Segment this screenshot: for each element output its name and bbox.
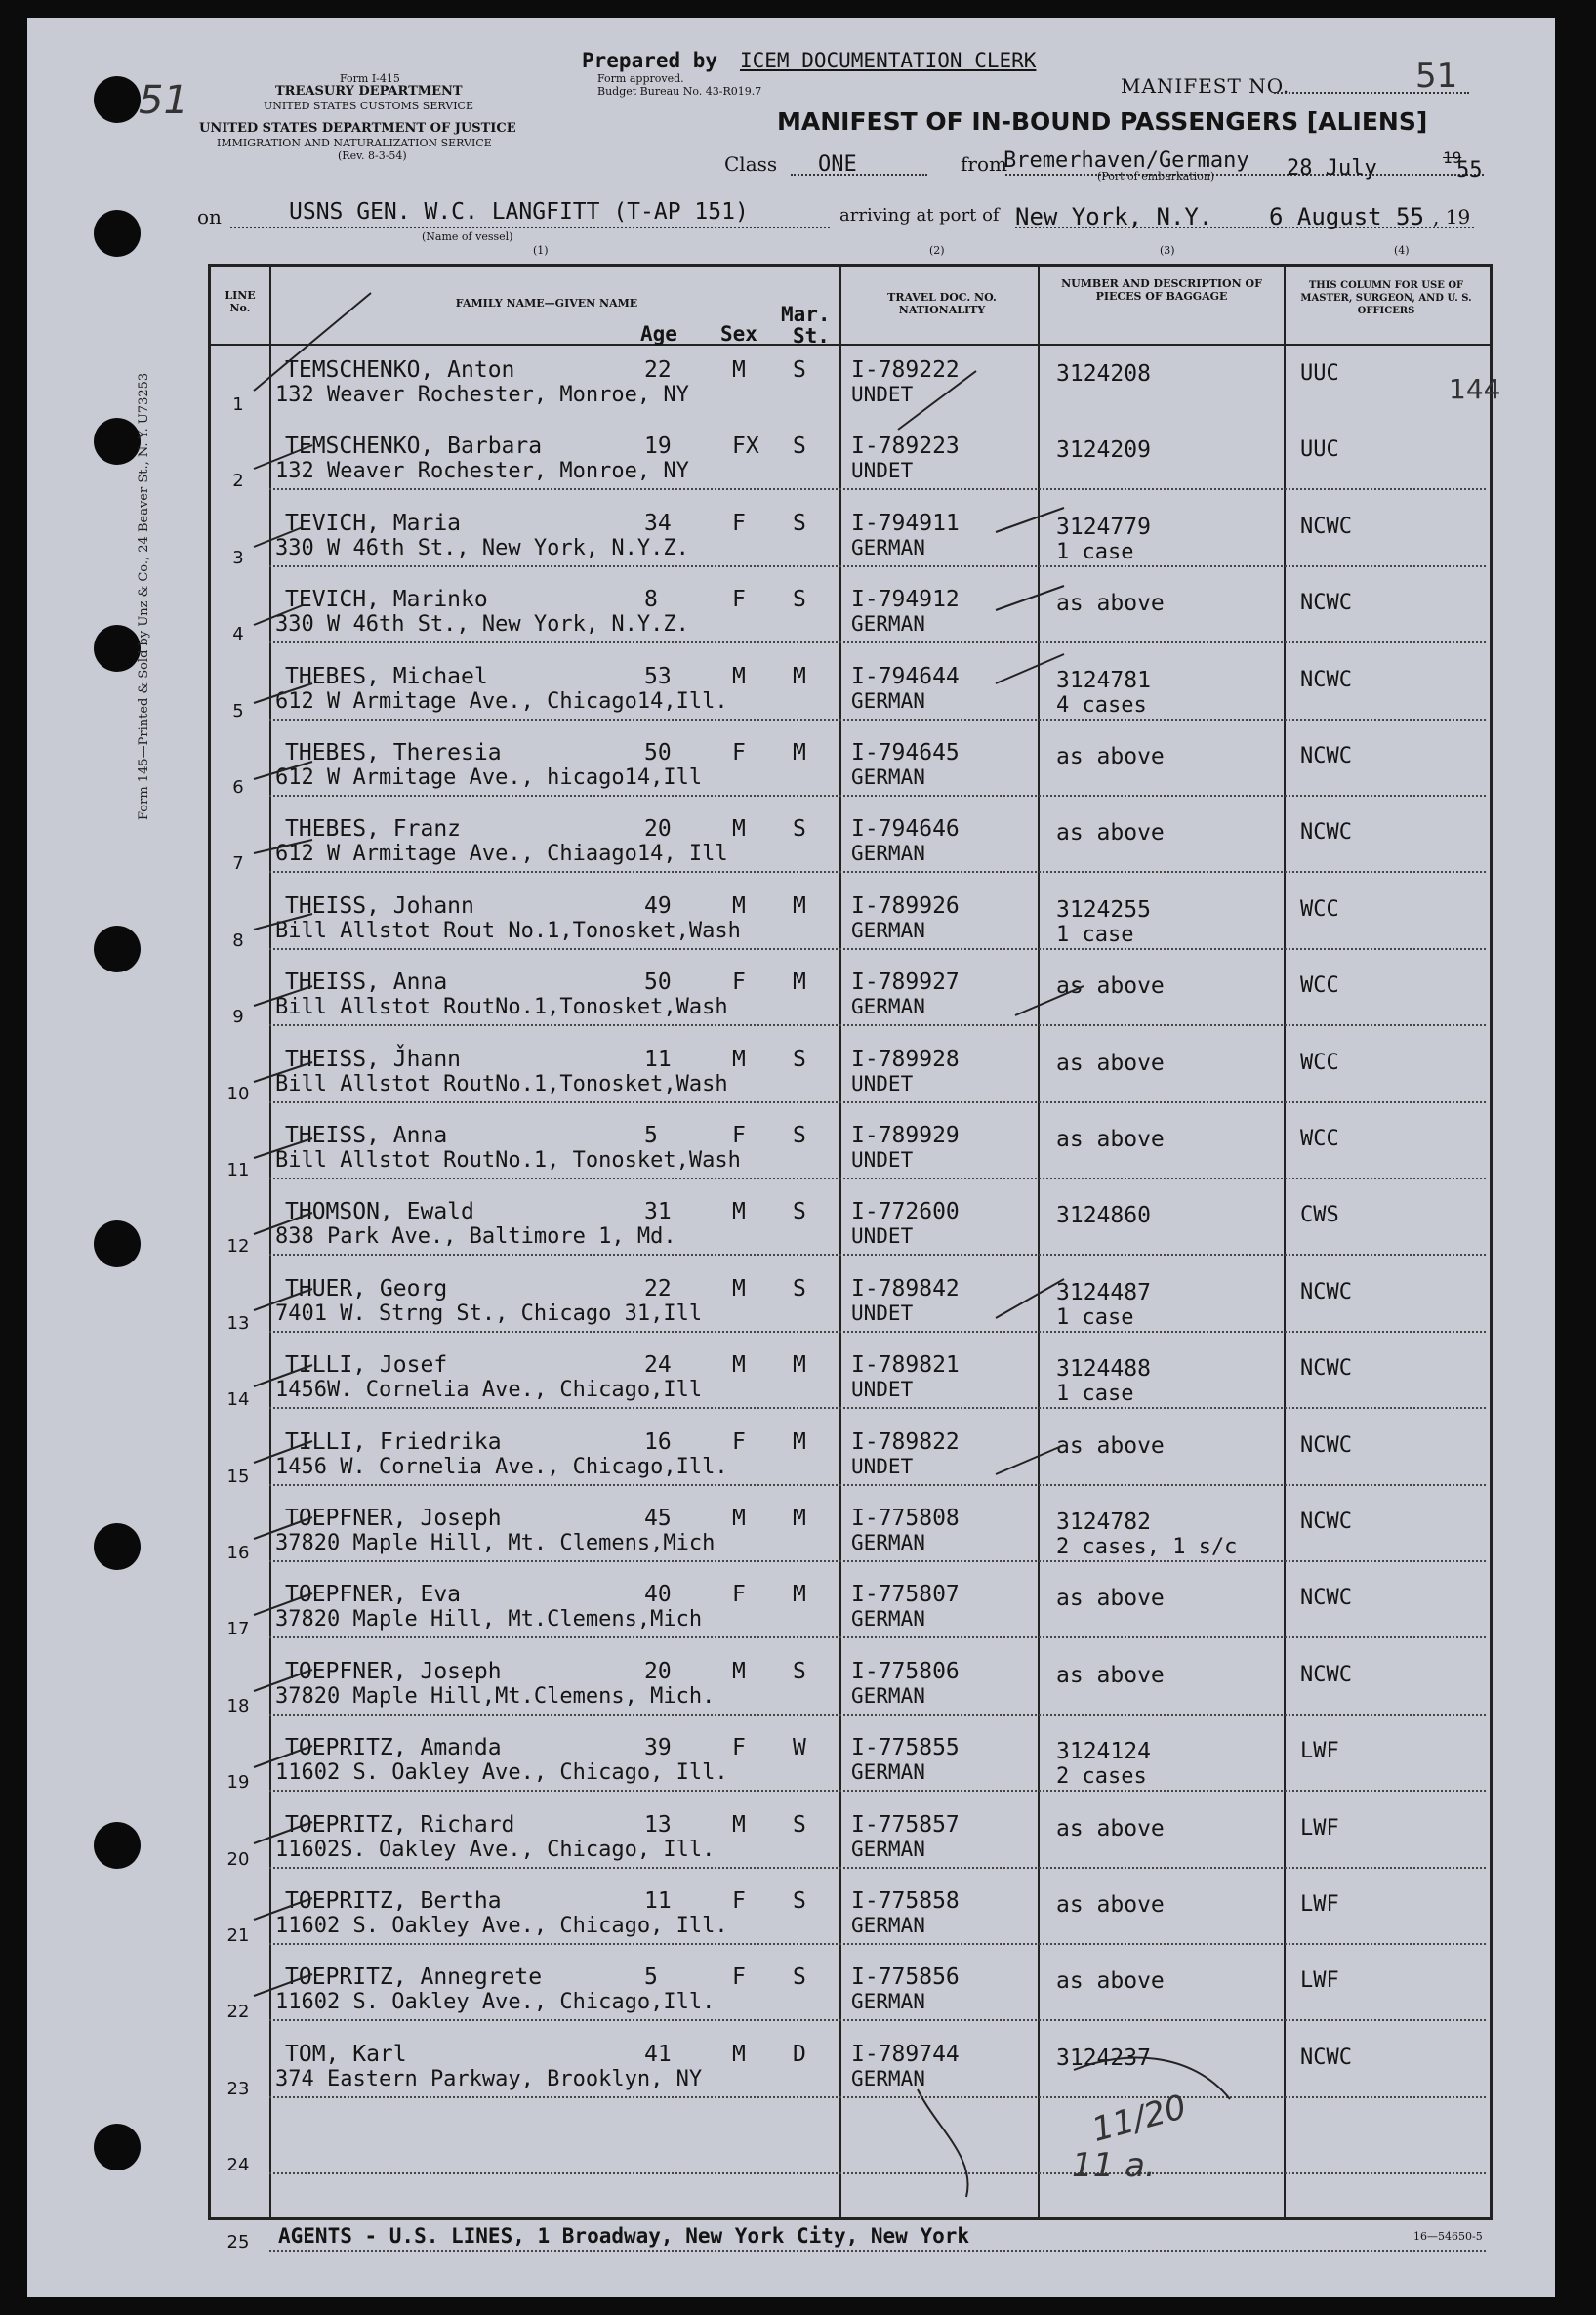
travel-doc-number: I-775808 <box>851 1506 960 1531</box>
passenger-name: TOEPFNER, Eva <box>285 1582 462 1608</box>
passenger-address: 37820 Maple Hill,Mt.Clemens, Mich. <box>275 1683 716 1709</box>
baggage-number: 3124487 <box>1056 1279 1151 1305</box>
passenger-age: 16 <box>644 1428 672 1455</box>
baggage-number: as above <box>1056 1050 1165 1076</box>
passenger-marital-status: M <box>793 1352 806 1379</box>
passenger-age: 19 <box>644 434 672 460</box>
line-number: 12 <box>226 1236 250 1258</box>
passenger-address: 132 Weaver Rochester, Monroe, NY <box>275 459 689 484</box>
baggage-description: 1 case <box>1056 1382 1134 1407</box>
travel-doc-number: I-789744 <box>851 2041 960 2067</box>
nationality: UNDET <box>851 1454 914 1478</box>
manifest-no-value: 51 <box>1415 57 1458 96</box>
travel-doc-number: I-775855 <box>851 1735 960 1761</box>
col-header-family-name: FAMILY NAME—GIVEN NAME <box>455 297 638 310</box>
nationality: GERMAN <box>851 1760 925 1785</box>
passenger-address: 612 W Armitage Ave., Chicago14,Ill. <box>275 688 728 714</box>
baggage-description: 2 cases <box>1056 1764 1147 1790</box>
nationality: GERMAN <box>851 1607 925 1632</box>
vessel-caption: (Name of vessel) <box>422 230 513 243</box>
passenger-age: 39 <box>644 1735 672 1761</box>
nationality: GERMAN <box>851 612 925 637</box>
passenger-name: THUER, Georg <box>285 1275 448 1302</box>
passenger-sex: F <box>732 1735 746 1761</box>
passenger-marital-status: M <box>793 663 806 689</box>
line-number: 5 <box>232 700 244 722</box>
prepared-by-value: ICEM DOCUMENTATION CLERK <box>740 49 1037 72</box>
passenger-marital-status: M <box>793 1582 806 1608</box>
side-print-text: Form 145—Printed & Sold by Unz & Co., 24 Beaver St., N. Y. U73253 <box>137 372 151 820</box>
passenger-address: 612 W Armitage Ave., hicago14,Ill <box>275 765 703 790</box>
passenger-address: Bill Allstot RoutNo.1, Tonosket,Wash <box>275 1148 741 1173</box>
col-header-line-no: LINE No. <box>225 289 256 314</box>
passenger-marital-status: S <box>793 816 806 843</box>
travel-doc-number: I-775807 <box>851 1582 960 1608</box>
passenger-sex: M <box>732 357 746 383</box>
form-number: Form I-415 <box>340 72 400 85</box>
sponsoring-agency: NCWC <box>1300 1356 1352 1382</box>
ins-service: IMMIGRATION AND NATURALIZATION SERVICE <box>217 137 492 149</box>
baggage-number: 3124208 <box>1056 361 1151 387</box>
line-number: 13 <box>226 1312 250 1334</box>
sponsoring-agency: LWF <box>1300 1968 1339 1994</box>
travel-doc-number: I-794911 <box>851 510 960 536</box>
passenger-marital-status: M <box>793 740 806 765</box>
passenger-marital-status: S <box>793 434 806 460</box>
line-number: 9 <box>232 1007 244 1028</box>
travel-doc-number: I-789822 <box>851 1428 960 1455</box>
vessel-name: USNS GEN. W.C. LANGFITT (T-AP 151) <box>289 199 749 225</box>
baggage-number: as above <box>1056 1662 1165 1688</box>
baggage-number: 3124860 <box>1056 1203 1151 1229</box>
footer-form-no: 16—54650-5 <box>1413 2230 1483 2243</box>
departure-year: 55 <box>1456 158 1483 183</box>
nationality: UNDET <box>851 459 914 483</box>
passenger-sex: M <box>732 1811 746 1838</box>
passenger-name: TEVICH, Marinko <box>285 587 488 613</box>
passenger-marital-status: S <box>793 1275 806 1302</box>
col-num-4: (4) <box>1394 244 1410 257</box>
travel-doc-number: I-775856 <box>851 1964 960 1991</box>
line-number: 7 <box>232 853 244 875</box>
line-number: 15 <box>226 1466 250 1487</box>
passenger-marital-status: M <box>793 1506 806 1531</box>
passenger-address: Bill Allstot RoutNo.1,Tonosket,Wash <box>275 1071 728 1096</box>
sponsoring-agency: LWF <box>1300 1892 1339 1917</box>
passenger-name: TOEPRITZ, Richard <box>285 1811 515 1838</box>
passenger-marital-status: S <box>793 1964 806 1991</box>
passenger-age: 45 <box>644 1506 672 1531</box>
col-header-sex: Sex <box>720 322 757 346</box>
handwritten-bottom-note-2: 11 a. <box>1072 2146 1156 2185</box>
line-number: 18 <box>226 1695 250 1716</box>
baggage-number: as above <box>1056 1432 1165 1459</box>
passenger-address: 37820 Maple Hill, Mt. Clemens,Mich <box>275 1531 716 1555</box>
passenger-address: 37820 Maple Hill, Mt.Clemens,Mich <box>275 1607 703 1633</box>
nationality: GERMAN <box>851 995 925 1019</box>
passenger-sex: M <box>732 1046 746 1072</box>
passenger-sex: FX <box>732 434 759 460</box>
passenger-marital-status: S <box>793 1123 806 1148</box>
nationality: UNDET <box>851 1301 914 1325</box>
passenger-marital-status: S <box>793 1046 806 1072</box>
passenger-marital-status: M <box>793 1428 806 1455</box>
travel-doc-number: I-794646 <box>851 816 960 843</box>
nationality: GERMAN <box>851 1914 925 1937</box>
passenger-name: TOEPFNER, Joseph <box>285 1658 502 1684</box>
passenger-age: 50 <box>644 970 672 996</box>
passenger-address: 132 Weaver Rochester, Monroe, NY <box>275 383 689 407</box>
passenger-age: 20 <box>644 816 672 843</box>
passenger-age: 22 <box>644 1275 672 1302</box>
passenger-name: TEVICH, Maria <box>285 510 462 536</box>
travel-doc-number: I-775857 <box>851 1811 960 1838</box>
passenger-marital-status: S <box>793 1658 806 1684</box>
line-number: 6 <box>232 777 244 798</box>
sponsoring-agency: NCWC <box>1300 744 1352 768</box>
passenger-age: 24 <box>644 1352 672 1379</box>
passenger-address: 11602 S. Oakley Ave., Chicago,Ill. <box>275 1990 716 2015</box>
baggage-number: 3124488 <box>1056 1356 1151 1383</box>
baggage-number: as above <box>1056 744 1165 769</box>
passenger-age: 40 <box>644 1582 672 1608</box>
line-number: 14 <box>226 1389 250 1411</box>
manifest-no-label: MANIFEST NO. <box>1121 74 1290 98</box>
baggage-number: 3124782 <box>1056 1509 1151 1535</box>
passenger-name: THEISS, Anna <box>285 970 448 996</box>
line-number: 25 <box>226 2231 250 2253</box>
passenger-age: 11 <box>644 1046 672 1072</box>
passenger-address: 612 W Armitage Ave., Chiaago14, Ill <box>275 842 728 867</box>
handwritten-bottom-note: 11/20 <box>1087 2088 1191 2150</box>
passenger-marital-status: S <box>793 1199 806 1225</box>
passenger-sex: M <box>732 1506 746 1531</box>
arriving-label: arriving at port of <box>839 205 1000 226</box>
col-num-1: (1) <box>533 244 549 257</box>
passenger-age: 53 <box>644 663 672 689</box>
line-number: 17 <box>226 1619 250 1640</box>
customs-service: UNITED STATES CUSTOMS SERVICE <box>264 100 473 112</box>
class-label: Class <box>724 152 778 176</box>
passenger-name: TOEPRITZ, Annegrete <box>285 1964 543 1991</box>
year-struck: 19 <box>1443 148 1462 167</box>
passenger-name: THOMSON, Ewald <box>285 1199 474 1225</box>
passenger-sex: F <box>732 1888 746 1914</box>
passenger-age: 22 <box>644 357 672 383</box>
passenger-age: 11 <box>644 1888 672 1914</box>
nationality: UNDET <box>851 383 914 406</box>
col-num-2: (2) <box>929 244 945 257</box>
nationality: GERMAN <box>851 688 925 713</box>
travel-doc-number: I-789927 <box>851 970 960 996</box>
baggage-number: 3124255 <box>1056 896 1151 923</box>
passenger-address: 374 Eastern Parkway, Brooklyn, NY <box>275 2066 703 2091</box>
passenger-sex: M <box>732 1658 746 1684</box>
passenger-name: THEISS, Johann <box>285 892 474 919</box>
sponsoring-agency: CWS <box>1300 1203 1339 1228</box>
passenger-address: 11602 S. Oakley Ave., Chicago, Ill. <box>275 1760 728 1786</box>
travel-doc-number: I-789926 <box>851 892 960 919</box>
nationality: UNDET <box>851 1224 914 1249</box>
form-approved: Form approved. <box>597 72 684 85</box>
baggage-description: 1 case <box>1056 1304 1134 1330</box>
travel-doc-number: I-775806 <box>851 1658 960 1684</box>
nationality: GERMAN <box>851 1990 925 2014</box>
passenger-name: TILLI, Friedrika <box>285 1428 502 1455</box>
passenger-age: 31 <box>644 1199 672 1225</box>
passenger-age: 41 <box>644 2041 672 2067</box>
line-number: 10 <box>226 1083 250 1104</box>
passenger-name: TOEPFNER, Joseph <box>285 1506 502 1531</box>
baggage-description: 4 cases <box>1056 692 1147 718</box>
passenger-age: 13 <box>644 1811 672 1838</box>
passenger-address: 838 Park Ave., Baltimore 1, Md. <box>275 1224 676 1250</box>
class-value: ONE <box>818 152 857 177</box>
passenger-name: THEBES, Franz <box>285 816 462 843</box>
passenger-age: 50 <box>644 740 672 765</box>
line-number: 3 <box>232 547 244 568</box>
sponsoring-agency: NCWC <box>1300 820 1352 846</box>
line-number: 21 <box>226 1925 250 1946</box>
travel-doc-number: I-789929 <box>851 1123 960 1148</box>
travel-doc-number: I-789223 <box>851 434 960 460</box>
sponsoring-agency: WCC <box>1300 973 1339 999</box>
sponsoring-agency: LWF <box>1300 1815 1339 1840</box>
nationality: UNDET <box>851 1071 914 1095</box>
passenger-sex: M <box>732 892 746 919</box>
col-header-age: Age <box>640 322 677 346</box>
passenger-marital-status: S <box>793 1888 806 1914</box>
passenger-marital-status: S <box>793 510 806 536</box>
line-number: 16 <box>226 1543 250 1563</box>
passenger-address: Bill Allstot Rout No.1,Tonosket,Wash <box>275 918 741 943</box>
from-label: from <box>961 152 1007 176</box>
passenger-marital-status: S <box>793 587 806 613</box>
passenger-sex: M <box>732 2041 746 2067</box>
passenger-sex: M <box>732 1275 746 1302</box>
travel-doc-number: I-794912 <box>851 587 960 613</box>
nationality: UNDET <box>851 1148 914 1172</box>
passenger-address: 330 W 46th St., New York, N.Y.Z. <box>275 612 689 638</box>
sponsoring-agency: NCWC <box>1300 667 1352 692</box>
baggage-number: as above <box>1056 973 1165 1000</box>
nationality: UNDET <box>851 1378 914 1402</box>
sponsoring-agency: NCWC <box>1300 514 1352 539</box>
handwritten-count: 144 <box>1449 373 1501 405</box>
passenger-name: THEBES, Michael <box>285 663 488 689</box>
baggage-description: 2 cases, 1 s/c <box>1056 1535 1238 1559</box>
baggage-description: 1 case <box>1056 922 1134 947</box>
col-header-officers: THIS COLUMN FOR USE OF MASTER, SURGEON, AND U. S. OFFICERS <box>1300 280 1472 316</box>
col-header-st: St. <box>793 324 830 348</box>
passenger-address: 7401 W. Strng St., Chicago 31,Ill <box>275 1301 703 1326</box>
footer-agents: AGENTS - U.S. LINES, 1 Broadway, New York City, New York <box>278 2224 970 2248</box>
from-value: Bremerhaven/Germany <box>1003 148 1249 173</box>
baggage-number: 3124781 <box>1056 667 1151 693</box>
passenger-marital-status: W <box>793 1735 806 1761</box>
baggage-number: as above <box>1056 591 1165 617</box>
passenger-name: THEBES, Theresia <box>285 740 502 765</box>
line-number: 24 <box>226 2155 250 2176</box>
line-number: 1 <box>232 394 244 415</box>
sponsoring-agency: WCC <box>1300 896 1339 922</box>
passenger-age: 5 <box>644 1123 658 1148</box>
col-header-baggage: NUMBER AND DESCRIPTION OF PIECES OF BAGGAGE <box>1061 277 1262 303</box>
baggage-number: as above <box>1056 1127 1165 1152</box>
arrival-port: New York, N.Y. <box>1015 203 1213 230</box>
baggage-number: as above <box>1056 1968 1165 1995</box>
passenger-name: TOM, Karl <box>285 2041 407 2067</box>
baggage-number: 3124237 <box>1056 2045 1151 2071</box>
port-embark-caption: (Port of embarkation) <box>1097 170 1215 183</box>
passenger-marital-status: M <box>793 892 806 919</box>
passenger-age: 49 <box>644 892 672 919</box>
budget-bureau: Budget Bureau No. 43-R019.7 <box>597 85 762 98</box>
sponsoring-agency: NCWC <box>1300 1279 1352 1304</box>
sponsoring-agency: LWF <box>1300 1739 1339 1764</box>
treasury-dept: TREASURY DEPARTMENT <box>275 84 463 99</box>
passenger-marital-status: S <box>793 1811 806 1838</box>
passenger-age: 34 <box>644 510 672 536</box>
col-num-3: (3) <box>1160 244 1175 257</box>
passenger-address: 330 W 46th St., New York, N.Y.Z. <box>275 535 689 560</box>
revision: (Rev. 8-3-54) <box>338 149 407 162</box>
passenger-name: TOEPRITZ, Bertha <box>285 1888 502 1914</box>
baggage-number: as above <box>1056 1586 1165 1612</box>
passenger-sex: M <box>732 1352 746 1379</box>
sponsoring-agency: NCWC <box>1300 1662 1352 1687</box>
passenger-marital-status: S <box>793 357 806 383</box>
sponsoring-agency: NCWC <box>1300 1586 1352 1611</box>
travel-doc-number: I-789821 <box>851 1352 960 1379</box>
passenger-age: 5 <box>644 1964 658 1991</box>
baggage-number: as above <box>1056 820 1165 847</box>
col-header-travel-doc: TRAVEL DOC. NO. NATIONALITY <box>887 291 997 316</box>
passenger-name: THEISS, J̌hann <box>285 1046 462 1072</box>
passenger-address: 1456W. Cornelia Ave., Chicago,Ill <box>275 1378 703 1403</box>
line-number: 23 <box>226 2078 250 2099</box>
passenger-sex: F <box>732 1964 746 1991</box>
passenger-sex: M <box>732 1199 746 1225</box>
passenger-sex: F <box>732 1123 746 1148</box>
nationality: GERMAN <box>851 842 925 866</box>
passenger-sex: F <box>732 510 746 536</box>
prepared-by-label: Prepared by <box>582 49 718 72</box>
passenger-marital-status: D <box>793 2041 806 2067</box>
sponsoring-agency: NCWC <box>1300 591 1352 616</box>
nationality: GERMAN <box>851 765 925 789</box>
justice-dept: UNITED STATES DEPARTMENT OF JUSTICE <box>199 121 516 136</box>
sponsoring-agency: NCWC <box>1300 2045 1352 2070</box>
from-date: 28 July <box>1287 156 1377 181</box>
sponsoring-agency: NCWC <box>1300 1432 1352 1458</box>
travel-doc-number: I-789222 <box>851 357 960 383</box>
line-number: 19 <box>226 1772 250 1794</box>
nationality: GERMAN <box>851 918 925 942</box>
baggage-number: 3124209 <box>1056 437 1151 464</box>
line-number: 22 <box>226 2002 250 2023</box>
sponsoring-agency: NCWC <box>1300 1509 1352 1534</box>
line-number: 8 <box>232 930 244 951</box>
passenger-sex: M <box>732 663 746 689</box>
baggage-number: as above <box>1056 1815 1165 1841</box>
travel-doc-number: I-789842 <box>851 1275 960 1302</box>
passenger-name: TEMSCHENKO, Anton <box>285 357 515 383</box>
travel-doc-number: I-794644 <box>851 663 960 689</box>
nationality: GERMAN <box>851 1531 925 1554</box>
passenger-name: TOEPRITZ, Amanda <box>285 1735 502 1761</box>
travel-doc-number: I-794645 <box>851 740 960 765</box>
nationality: GERMAN <box>851 535 925 559</box>
passenger-name: TILLI, Josef <box>285 1352 448 1379</box>
handwritten-manifest-ref: 51 <box>139 78 188 123</box>
passenger-sex: M <box>732 816 746 843</box>
baggage-number: 3124779 <box>1056 514 1151 540</box>
passenger-sex: F <box>732 1582 746 1608</box>
line-number: 20 <box>226 1848 250 1870</box>
sponsoring-agency: WCC <box>1300 1050 1339 1075</box>
passenger-age: 20 <box>644 1658 672 1684</box>
arrival-date: 6 August 55 <box>1269 203 1424 230</box>
passenger-name: THEISS, Anna <box>285 1123 448 1148</box>
sponsoring-agency: WCC <box>1300 1127 1339 1151</box>
year-label: , 19 <box>1433 205 1471 228</box>
on-label: on <box>197 205 222 228</box>
travel-doc-number: I-772600 <box>851 1199 960 1225</box>
passenger-name: TEMSCHENKO, Barbara <box>285 434 543 460</box>
manifest-title: MANIFEST OF IN-BOUND PASSENGERS [ALIENS] <box>777 107 1428 136</box>
nationality: GERMAN <box>851 1683 925 1708</box>
passenger-sex: F <box>732 587 746 613</box>
passenger-address: 11602S. Oakley Ave., Chicago, Ill. <box>275 1837 716 1862</box>
line-number: 4 <box>232 624 244 645</box>
baggage-number: as above <box>1056 1892 1165 1918</box>
travel-doc-number: I-775858 <box>851 1888 960 1914</box>
baggage-description: 1 case <box>1056 539 1134 564</box>
nationality: GERMAN <box>851 2066 925 2090</box>
sponsoring-agency: UUC <box>1300 361 1339 386</box>
travel-doc-number: I-789928 <box>851 1046 960 1072</box>
baggage-number: 3124124 <box>1056 1739 1151 1765</box>
line-number: 2 <box>232 471 244 492</box>
passenger-address: 11602 S. Oakley Ave., Chicago, Ill. <box>275 1914 728 1938</box>
passenger-age: 8 <box>644 587 658 613</box>
passenger-address: 1456 W. Cornelia Ave., Chicago,Ill. <box>275 1454 728 1479</box>
col-header-mar: Mar. <box>781 303 831 326</box>
passenger-address: Bill Allstot RoutNo.1,Tonosket,Wash <box>275 995 728 1020</box>
passenger-sex: F <box>732 1428 746 1455</box>
nationality: GERMAN <box>851 1837 925 1861</box>
passenger-sex: F <box>732 970 746 996</box>
passenger-sex: F <box>732 740 746 765</box>
sponsoring-agency: UUC <box>1300 437 1339 463</box>
line-number: 11 <box>226 1160 250 1180</box>
passenger-marital-status: M <box>793 970 806 996</box>
